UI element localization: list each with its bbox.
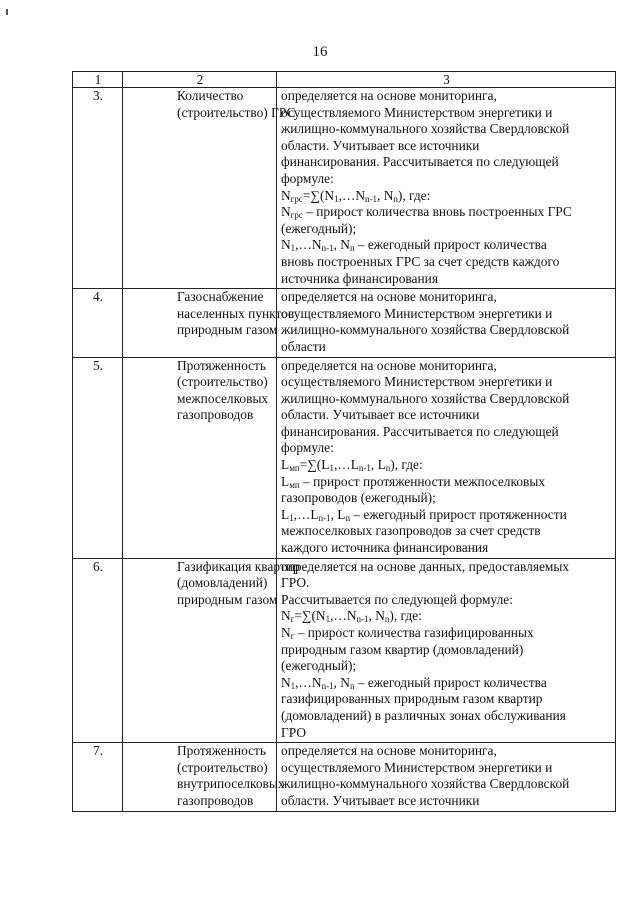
method-line: области. Учитывает все источники xyxy=(281,792,480,808)
column-header-3: 3 xyxy=(277,72,616,88)
calculation-method xyxy=(277,357,616,558)
subscript: n-1 xyxy=(358,463,371,474)
method-line: ГРО xyxy=(281,724,307,740)
method-line: газопроводов (ежегодный); xyxy=(281,490,436,506)
indicator-line: (строительство) ГРС xyxy=(177,104,296,120)
method-line: области. Учитывает все источники xyxy=(281,407,480,423)
subscript: 1 xyxy=(325,614,331,625)
subscript: n xyxy=(393,193,398,204)
subscript: n-1 xyxy=(365,193,378,204)
subscript: 1 xyxy=(289,512,294,523)
method-line: формуле: xyxy=(281,440,334,456)
subscript: n-1 xyxy=(318,512,331,523)
method-line: осуществляемого Министерством энергетики и xyxy=(281,305,553,321)
method-line: области xyxy=(281,338,326,354)
calculation-method xyxy=(277,88,616,289)
method-line: вновь построенных ГРС за счет средств каждого xyxy=(281,253,560,269)
method-line: межпоселковых газопроводов за счет средств xyxy=(281,523,541,539)
row-number: 4. xyxy=(73,289,123,357)
method-line: формуле: xyxy=(281,170,334,186)
indicator-line: населенных пунктов xyxy=(177,305,295,321)
method-line: определяется на основе данных, предоставляемых xyxy=(281,558,570,574)
indicator-line: Протяженность xyxy=(177,743,267,759)
method-line: $L_{мп}=\sum(L_1,\dots L_{n-1}$, $L_n$), где: xyxy=(281,457,423,474)
method-line: $N_{грс}$ – прирост количества вновь построенных ГРС xyxy=(281,204,572,221)
subscript: грс xyxy=(290,210,303,221)
method-line: области. Учитывает все источники xyxy=(281,137,480,153)
indicator-name xyxy=(123,357,277,558)
method-line: осуществляемого Министерством энергетики и xyxy=(281,104,553,120)
method-line: определяется на основе мониторинга, xyxy=(281,88,497,103)
method-line: жилищно-коммунального хозяйства Свердловской xyxy=(281,390,570,406)
method-line: источника финансирования xyxy=(281,270,438,286)
subscript: г xyxy=(290,614,295,625)
table-row xyxy=(73,289,616,357)
method-line: финансирования. Рассчитывается по следующей xyxy=(281,423,559,439)
indicator-name xyxy=(123,743,285,811)
method-line: (ежегодный); xyxy=(281,658,357,674)
method-line: определяется на основе мониторинга, xyxy=(281,743,497,759)
subscript: 1 xyxy=(290,243,296,254)
method-line: $N_г=\sum(N_1,\dots N_{n-1}$, $N_n$), где: xyxy=(281,608,422,625)
method-line: $N_1,\dots N_{n-1}$, $N_n$ – ежегодный прирост количества xyxy=(281,237,547,254)
method-line: $N_г$ – прирост количества газифицированных xyxy=(281,625,534,641)
row-number: 3. xyxy=(73,88,123,289)
subscript: мп xyxy=(289,463,300,474)
indicator-line: Количество xyxy=(177,88,244,103)
indicator-name xyxy=(123,289,295,357)
calculation-method xyxy=(277,743,616,811)
indicators-table xyxy=(72,71,616,812)
subscript: n xyxy=(349,243,355,254)
table-row xyxy=(73,88,616,289)
subscript: n xyxy=(385,463,391,474)
method-line: финансирования. Рассчитывается по следующей xyxy=(281,154,559,170)
subscript: n xyxy=(345,512,350,523)
method-line: ГРО. xyxy=(281,575,310,591)
indicator-line: газопроводов xyxy=(177,792,254,808)
indicator-line: Газификация квартир xyxy=(177,558,300,574)
subscript: n xyxy=(349,680,355,691)
table-row xyxy=(73,743,616,811)
row-number: 6. xyxy=(73,558,123,743)
subscript: n-1 xyxy=(321,680,334,691)
indicator-line: (строительство) xyxy=(177,759,268,775)
scan-mark xyxy=(6,9,8,15)
row-number: 5. xyxy=(73,357,123,558)
method-line: жилищно-коммунального хозяйства Свердловской xyxy=(281,322,570,338)
method-line: определяется на основе мониторинга, xyxy=(281,357,497,373)
subscript: 1 xyxy=(334,193,339,204)
subscript: n xyxy=(384,614,390,625)
method-line: $N_1,\dots N_{n-1}$, $N_n$ – ежегодный прирост количества xyxy=(281,674,547,691)
method-line: $L_1,\dots L_{n-1}$, $L_n$ – ежегодный прирост протяженности xyxy=(281,506,567,523)
subscript: n-1 xyxy=(356,614,369,625)
row-number: 7. xyxy=(73,743,123,811)
table-row xyxy=(73,357,616,558)
page-number: 16 xyxy=(312,44,328,60)
indicator-line: Газоснабжение xyxy=(177,289,264,305)
subscript: 1 xyxy=(329,463,334,474)
method-line: природным газом квартир (домовладений) xyxy=(281,641,524,657)
column-header-2: 2 xyxy=(123,72,277,88)
indicator-line: межпоселковых xyxy=(177,390,269,406)
indicator-name xyxy=(123,88,296,289)
indicator-line: природным газом xyxy=(177,591,278,607)
indicator-line: природным газом xyxy=(177,322,278,338)
indicator-line: внутрипоселковых xyxy=(177,776,285,792)
subscript: г xyxy=(290,631,295,641)
method-line: жилищно-коммунального хозяйства Свердловской xyxy=(281,776,570,792)
method-line: (домовладений) в различных зонах обслуживания xyxy=(281,707,566,723)
table-header-row xyxy=(73,72,616,88)
method-line: каждого источника финансирования xyxy=(281,540,489,556)
method-line: определяется на основе мониторинга, xyxy=(281,289,497,305)
method-line: $N_{грс}=\sum(N_1,\dots N_{n-1}$, $N_n$), где: xyxy=(281,187,431,204)
method-line: (ежегодный); xyxy=(281,220,357,236)
subscript: грс xyxy=(290,193,303,204)
table-row xyxy=(73,558,616,743)
method-line: газифицированных природным газом квартир xyxy=(281,691,543,707)
calculation-method xyxy=(277,289,616,357)
method-line: Рассчитывается по следующей формуле: xyxy=(281,591,513,607)
calculation-method xyxy=(277,558,616,743)
column-header-1: 1 xyxy=(73,72,123,88)
indicator-line: (строительство) xyxy=(177,374,268,390)
method-line: осуществляемого Министерством энергетики и xyxy=(281,374,553,390)
indicator-line: Протяженность xyxy=(177,357,267,373)
indicator-line: (домовладений) xyxy=(177,575,268,591)
method-line: $L_{мп}$ – прирост протяженности межпоселковых xyxy=(281,473,546,490)
method-line: осуществляемого Министерством энергетики и xyxy=(281,759,553,775)
subscript: 1 xyxy=(290,680,296,691)
subscript: мп xyxy=(289,479,300,490)
method-line: жилищно-коммунального хозяйства Свердловской xyxy=(281,121,570,137)
table-body xyxy=(73,88,616,812)
subscript: n-1 xyxy=(321,243,334,254)
indicator-line: газопроводов xyxy=(177,407,254,423)
